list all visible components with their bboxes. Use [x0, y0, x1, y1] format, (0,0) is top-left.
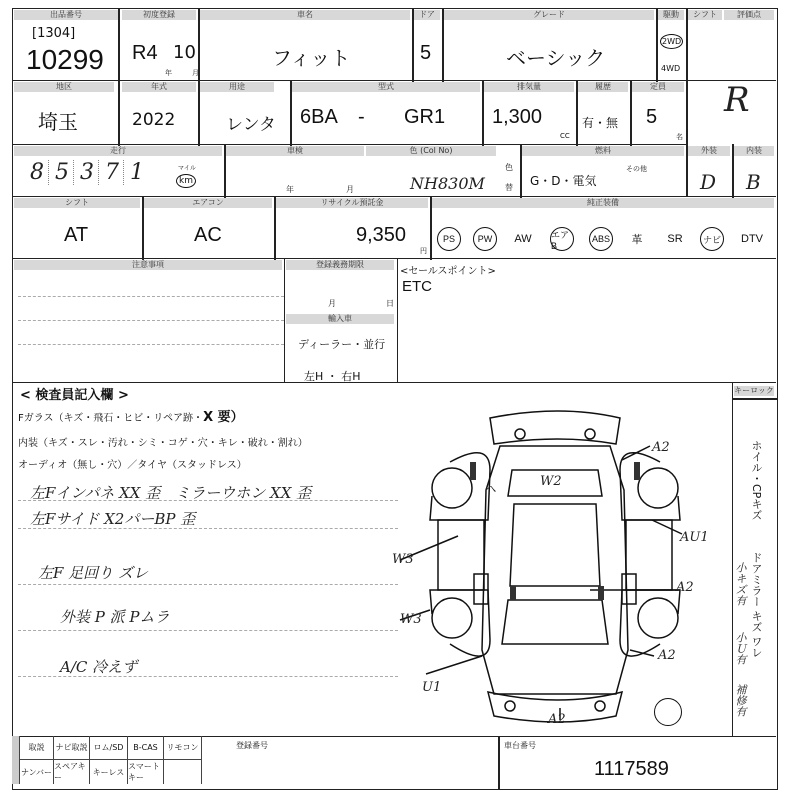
- overall-grade: R: [724, 80, 750, 120]
- damage-mark: W3: [400, 612, 422, 627]
- inspector-line1-mark: X 要）: [203, 410, 244, 425]
- reg-month: 月: [328, 299, 336, 308]
- inspector-line1-text: Fガラス（キズ・飛石・ヒビ・リペア跡・: [18, 413, 204, 424]
- equip-label-text: AW: [514, 233, 532, 245]
- history: 有・無: [582, 116, 619, 130]
- div: [732, 398, 778, 400]
- side-note: 補修有: [734, 684, 747, 717]
- type-prefix: 6BA: [300, 106, 338, 128]
- grade-label: グレード: [444, 10, 654, 20]
- note-line: [18, 344, 284, 345]
- inspector-line1: [18, 406, 244, 425]
- model-label: 車名: [200, 10, 410, 20]
- footer-cell: スマートキー: [128, 760, 164, 784]
- lot-prefix: [1304]: [32, 26, 76, 41]
- equip-airbag: [542, 222, 582, 256]
- footer-cell: ロム/SD: [90, 736, 128, 760]
- drive-label: 駆動: [658, 10, 684, 20]
- insp-year-unit: 年: [286, 185, 294, 194]
- equip-ps: [434, 222, 464, 256]
- year-label: 年式: [122, 82, 196, 92]
- footer-cell: 取説: [20, 736, 54, 760]
- note-line: [18, 296, 284, 297]
- footer-cell: B-CAS: [128, 736, 164, 760]
- fuel-label: 燃料: [522, 146, 684, 156]
- handle-label: 左H ・ 右H: [304, 370, 361, 383]
- drive-4wd: 4WD: [661, 64, 681, 73]
- sales-points: ETC: [402, 278, 432, 295]
- region: 埼玉: [38, 112, 78, 134]
- shift: AT: [64, 224, 89, 246]
- model-name: フィット: [272, 48, 351, 70]
- equip-pw: [470, 222, 500, 256]
- aircon-label: エアコン: [144, 198, 272, 208]
- first-reg-era: R4: [132, 42, 158, 64]
- equip-label-text: 革: [631, 234, 643, 246]
- equip-aw: [506, 222, 540, 256]
- damage-mark: U1: [422, 680, 442, 695]
- dealer-label: ディーラー・並行: [298, 338, 386, 351]
- mileage-digits: [30, 160, 148, 185]
- aircon: AC: [194, 224, 222, 246]
- first-reg-month: 10: [173, 42, 196, 63]
- capacity: 5: [646, 106, 658, 128]
- drive-2wd: 2WD: [660, 34, 683, 49]
- damage-mark: W2: [540, 474, 562, 489]
- first-reg-label: 初度登録: [122, 10, 196, 20]
- capacity-unit: 名: [676, 133, 683, 141]
- footer-cell: キーレス: [90, 760, 128, 784]
- equip-label-text: エアB: [550, 227, 574, 251]
- lot-label: 出品番号: [14, 10, 118, 20]
- type-label: 型式: [292, 82, 480, 92]
- damage-mark: A2: [652, 440, 670, 455]
- use: レンタ: [226, 115, 276, 135]
- year: 2022: [132, 110, 176, 130]
- chassis-number: 1117589: [594, 758, 669, 780]
- damage-mark: A2: [676, 580, 694, 595]
- div: [498, 736, 500, 790]
- inspector-note: A/C 冷えず: [60, 658, 138, 676]
- type-dash: -: [358, 106, 365, 128]
- color-code: NH830M: [410, 174, 485, 193]
- yen-unit: 円: [420, 247, 427, 255]
- equip-sr: [660, 222, 690, 256]
- note-line: [18, 320, 284, 321]
- sales-points-label: <セールスポイント>: [400, 266, 496, 277]
- history-label: 履歴: [578, 82, 628, 92]
- inspector-note: 左F 足回り ズレ: [38, 564, 148, 582]
- color-side-b: 替: [505, 183, 513, 192]
- cc-unit: CC: [560, 132, 570, 140]
- reg-day: 日: [386, 299, 394, 308]
- mileage-label: 走行: [14, 146, 222, 156]
- chassis-label: 車台番号: [504, 741, 536, 750]
- mileage-digit: 8: [30, 160, 49, 185]
- mileage-unit: km: [176, 174, 196, 188]
- region-label: 地区: [14, 82, 114, 92]
- year-unit: 年: [165, 69, 172, 77]
- recycle-label: リサイクル預託金: [276, 198, 428, 208]
- insp-month-unit: 月: [346, 185, 354, 194]
- side-note: 小キズ有: [734, 562, 747, 606]
- exterior-grade: D: [700, 170, 717, 194]
- door-label: ドア: [414, 10, 440, 20]
- footer-edge: [12, 736, 20, 784]
- side-note: ホイル・CPキズ: [750, 440, 763, 521]
- equip-label-text: PS: [437, 227, 461, 251]
- inspector-line2: 内装（キズ・スレ・汚れ・シミ・コゲ・穴・キレ・破れ・割れ）: [18, 438, 308, 449]
- reg-no-label: 登録番号: [236, 741, 268, 750]
- recycle-fee: 9,350: [356, 224, 407, 246]
- shift-label: シフト: [14, 198, 140, 208]
- use-label: 用途: [200, 82, 274, 92]
- damage-mark: W3: [392, 552, 414, 567]
- fuel-options: G・D・電気: [530, 174, 597, 188]
- footer-cell: スペアキー: [54, 760, 90, 784]
- overall-label: 評価点: [724, 10, 774, 20]
- equip-leather: [622, 222, 652, 256]
- shift-hdr-label: シフト: [688, 10, 722, 20]
- damage-mark: ヘ: [484, 482, 497, 496]
- equip-dtv: [734, 222, 770, 256]
- side-note: ドアミラー キズ ワレ: [750, 552, 763, 658]
- equip-navi: [696, 222, 728, 256]
- mileage-unit-small: マイル: [178, 165, 196, 172]
- equip-label-text: DTV: [741, 233, 763, 245]
- inspector-line3: オーディオ（無し・穴）／タイヤ（スタッドレス）: [18, 460, 247, 471]
- equip-label-text: PW: [473, 227, 497, 251]
- reg-deadline-label: 登録義務期限: [286, 260, 394, 270]
- mileage-digit: 3: [80, 160, 99, 185]
- inspection-label: 車検: [226, 146, 364, 156]
- capacity-label: 定員: [632, 82, 684, 92]
- lock-label: キーロック: [734, 386, 774, 395]
- type-code: GR1: [404, 106, 446, 128]
- equip-label-text: ナビ: [700, 227, 724, 251]
- side-note: 小Ｕ有: [734, 632, 747, 665]
- fuel-other: その他: [626, 165, 647, 173]
- inspector-note: 外装 P 派 Pムラ: [60, 608, 170, 626]
- note-line: [18, 630, 398, 631]
- note-line: [18, 584, 398, 585]
- mileage-digit: 5: [55, 160, 74, 185]
- damage-mark: AU1: [680, 530, 709, 545]
- footer-checklist: [12, 736, 202, 784]
- footer-cell: ナンバー: [20, 760, 54, 784]
- color-side-a: 色: [505, 163, 513, 172]
- footer-cell: [164, 760, 202, 784]
- month-unit: 月: [192, 69, 199, 77]
- damage-mark: A2: [658, 648, 676, 663]
- equip-label: 純正装備: [432, 198, 774, 208]
- import-label: 輸入車: [286, 314, 394, 324]
- footer-cell: リモコン: [164, 736, 202, 760]
- displacement-label: 排気量: [484, 82, 574, 92]
- grade: ベーシック: [506, 48, 606, 70]
- displacement: 1,300: [492, 106, 543, 128]
- equip-abs: [584, 222, 618, 256]
- mileage-digit: 7: [105, 160, 124, 185]
- inspector-note: 左Fインパネ XX 歪 ミラーウホン XX 歪: [30, 484, 312, 502]
- inspector-note: 左Fサイド X2パーBP 歪: [30, 510, 196, 528]
- inspector-title: < 検査員記入欄 >: [20, 388, 129, 403]
- overall-circle: [654, 698, 682, 726]
- color-label: 色 (Col No): [366, 146, 496, 156]
- damage-mark: A2: [548, 712, 566, 727]
- footer-cell: ナビ取説: [54, 736, 90, 760]
- equip-label-text: SR: [667, 233, 683, 245]
- mileage-digit: 1: [130, 160, 144, 185]
- equip-label-text: ABS: [589, 227, 613, 251]
- interior-label: 内装: [734, 146, 774, 156]
- interior-grade: B: [746, 170, 761, 194]
- lot-number: 10299: [26, 44, 104, 75]
- exterior-label: 外装: [688, 146, 730, 156]
- notes-label: 注意事項: [14, 260, 282, 270]
- doors: 5: [420, 42, 432, 64]
